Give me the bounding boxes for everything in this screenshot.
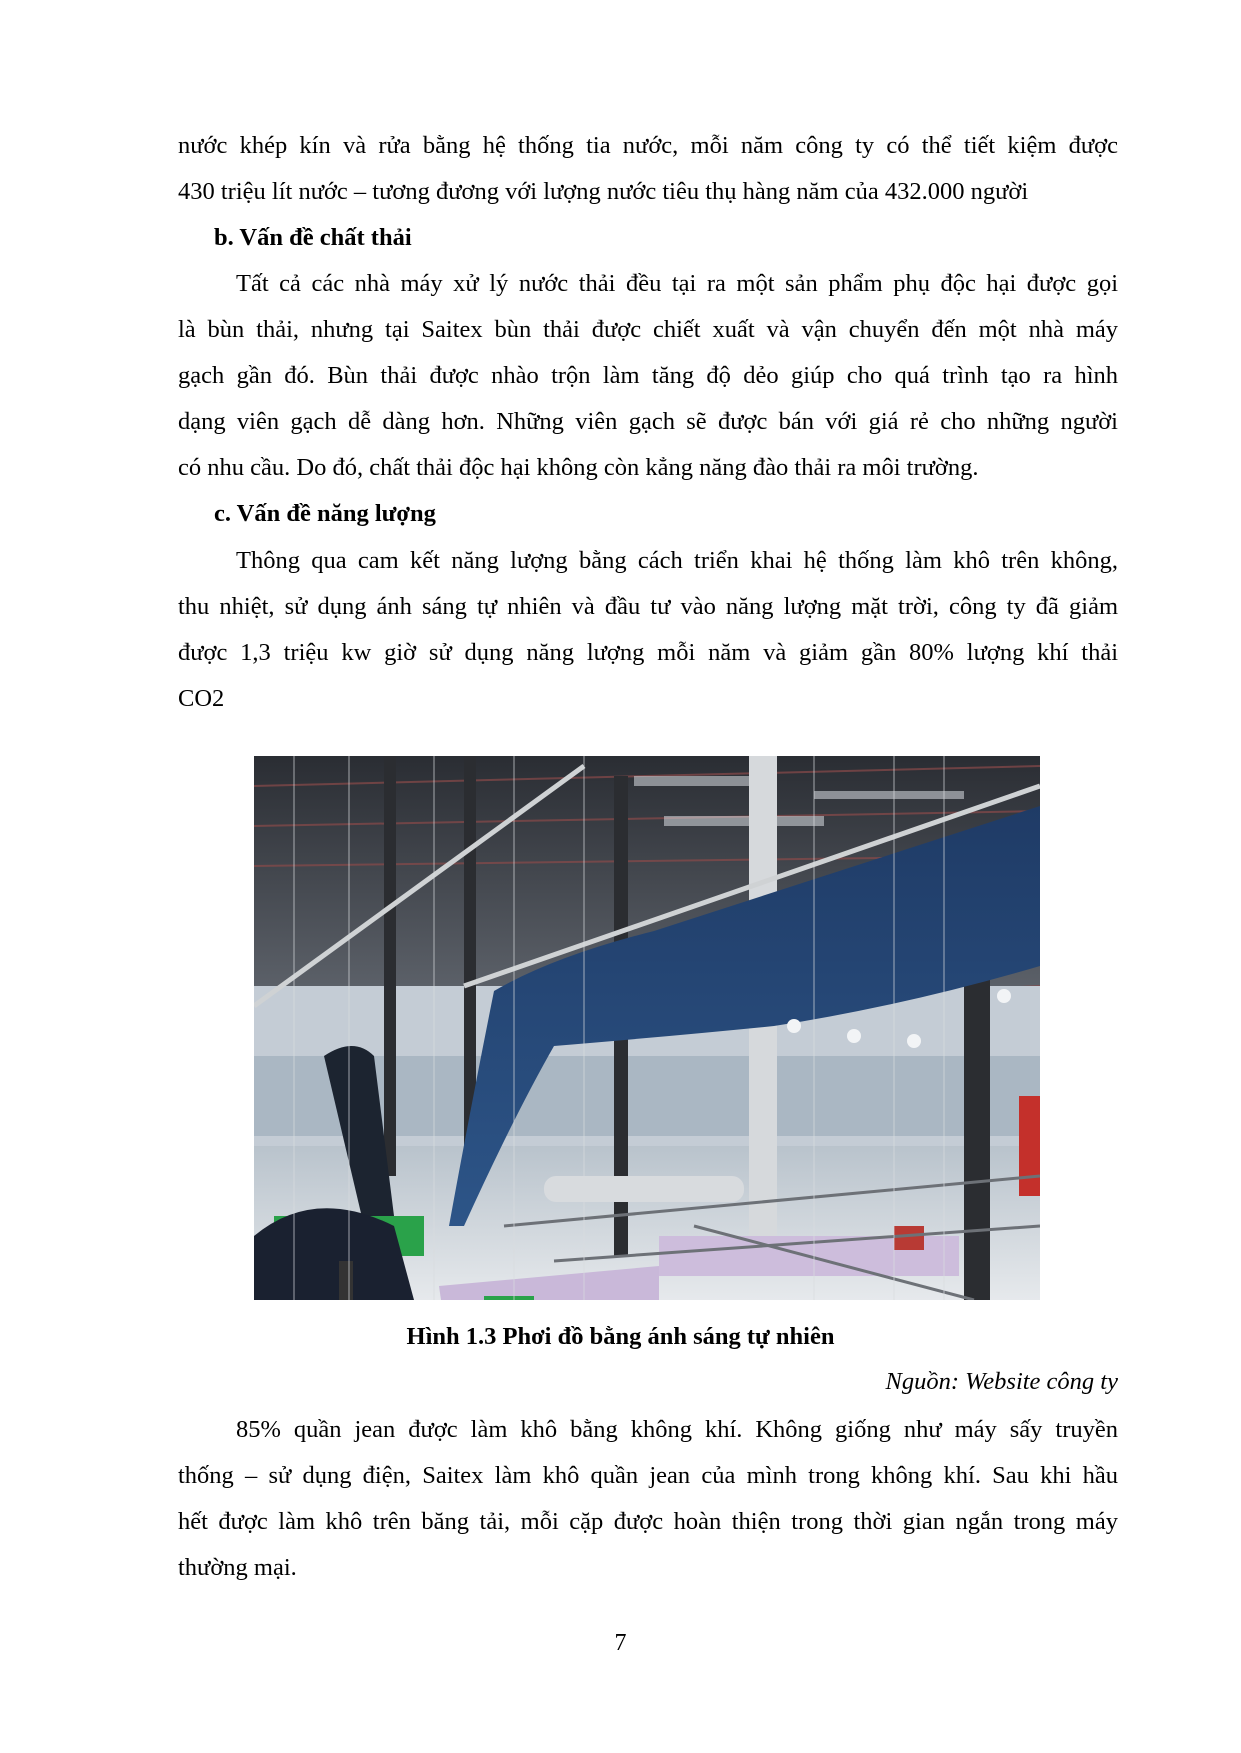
paragraph-line: Thông qua cam kết năng lượng bằng cách triển khai hệ thống làm khô trên không, [236,547,1118,574]
paragraph-line: thống – sử dụng điện, Saitex làm khô quần jean của mình trong không khí. Sau khi hầu [178,1462,1118,1489]
paragraph-line: 430 triệu lít nước – tương đương với lượng nước tiêu thụ hàng năm của 432.000 người [178,178,1029,205]
paragraph-line: thường mại. [178,1554,297,1581]
paragraph-line: CO2 [178,685,225,712]
paragraph-line: Tất cả các nhà máy xử lý nước thải đều tại ra một sản phẩm phụ độc hại được gọi [236,270,1118,297]
paragraph-line: nước khép kín và rửa bằng hệ thống tia nước, mỗi năm công ty có thể tiết kiệm được [178,132,1118,159]
paragraph-line: gạch gần đó. Bùn thải được nhào trộn làm tăng độ dẻo giúp cho quá trình tạo ra hình [178,362,1118,389]
paragraph-line: được 1,3 triệu kw giờ sử dụng năng lượng mỗi năm và giảm gần 80% lượng khí thải [178,639,1118,666]
paragraph-line: có nhu cầu. Do đó, chất thải độc hại không còn kẳng năng đào thải ra môi trường. [178,454,979,481]
page-number: 7 [614,1630,627,1656]
paragraph-line: dạng viên gạch dễ dàng hơn. Những viên gạch sẽ được bán với giá rẻ cho những người [178,408,1118,435]
figure-caption: Hình 1.3 Phơi đồ bằng ánh sáng tự nhiên [406,1323,835,1350]
section-heading-waste: b. Vấn đề chất thải [214,224,412,251]
paragraph-line: 85% quần jean được làm khô bằng không khí. Không giống như máy sấy truyền [236,1416,1118,1443]
paragraph-line: là bùn thải, nhưng tại Saitex bùn thải được chiết xuất và vận chuyển đến một nhà máy [178,316,1118,343]
figure-source: Nguồn: Website công ty [885,1368,1118,1395]
paragraph-line: hết được làm khô trên băng tải, mỗi cặp được hoàn thiện trong thời gian ngắn trong máy [178,1508,1118,1535]
section-heading-energy: c. Vấn đề năng lượng [214,500,436,527]
factory-photo [254,756,1040,1300]
paragraph-line: thu nhiệt, sử dụng ánh sáng tự nhiên và đầu tư vào năng lượng mặt trời, công ty đã giảm [178,593,1118,620]
